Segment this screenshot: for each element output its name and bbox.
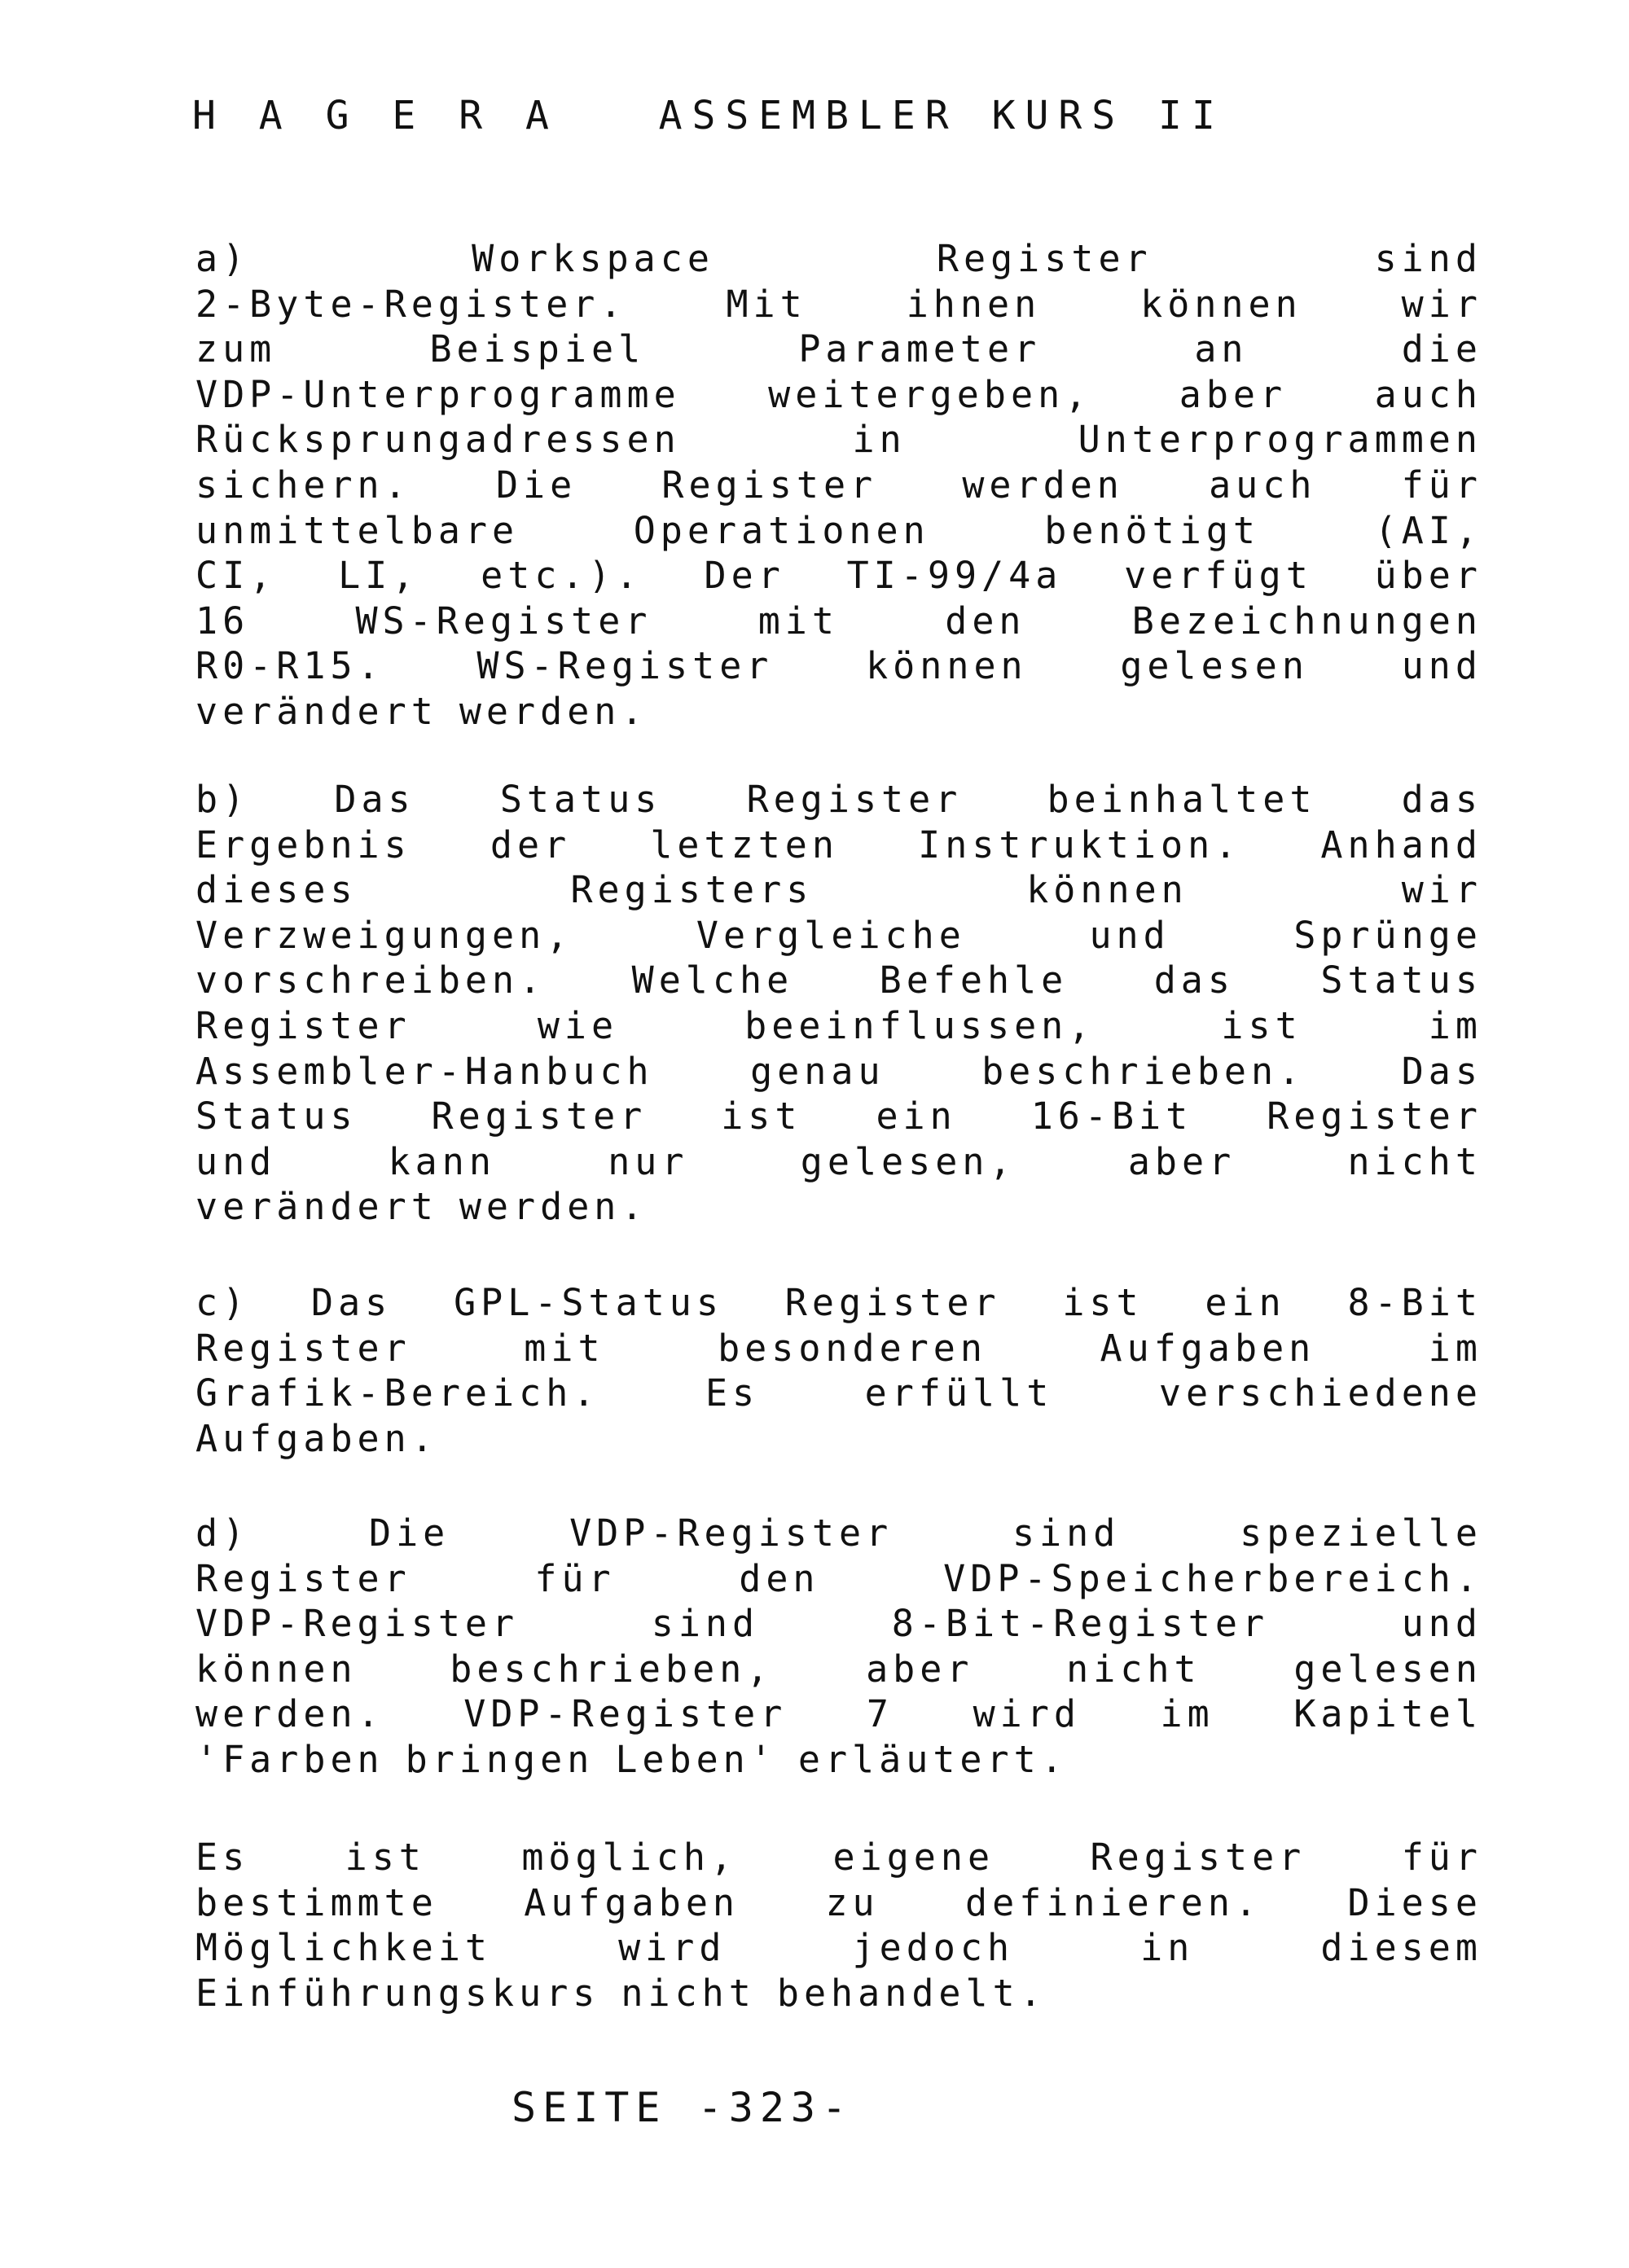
word: 16-Bit <box>1030 1095 1193 1138</box>
word: verfügt <box>1124 554 1313 598</box>
word: Aufgaben <box>1100 1326 1316 1370</box>
word: ist <box>1062 1281 1144 1324</box>
text-line <box>195 1416 1482 1462</box>
word: d) <box>195 1511 250 1555</box>
word: gelesen, <box>800 1139 1016 1183</box>
word: ist <box>721 1095 802 1138</box>
word: Register <box>1090 1836 1306 1879</box>
word: wir <box>1401 282 1482 326</box>
word: Operationen <box>633 508 930 552</box>
word: zu <box>825 1880 880 1924</box>
word: Der <box>704 554 785 598</box>
word: Register <box>746 778 963 821</box>
word: Es <box>195 1836 250 1879</box>
word: Aufgaben. <box>195 1416 438 1460</box>
text-line <box>195 1371 1482 1416</box>
word: auch <box>1209 463 1317 507</box>
word: a) <box>195 237 250 280</box>
word: gelesen <box>1293 1647 1482 1691</box>
word: b) <box>195 778 250 821</box>
text-line <box>195 823 1482 868</box>
text-line <box>195 1003 1482 1049</box>
word: Register <box>431 1095 648 1138</box>
word: mit <box>757 599 839 643</box>
word: Das <box>1401 1049 1482 1093</box>
word: R0-R15. <box>195 644 384 688</box>
word: Das <box>334 778 415 821</box>
text-line <box>195 1691 1482 1737</box>
word: WS-Register <box>355 599 652 643</box>
text-line <box>195 1556 1482 1602</box>
word: den <box>739 1556 820 1600</box>
text-line <box>195 1925 1482 1971</box>
word: (AI, <box>1374 508 1482 552</box>
word: Beispiel <box>429 327 646 371</box>
word: 7 <box>866 1692 894 1736</box>
word: die <box>1401 327 1482 371</box>
word: Welche <box>631 959 794 1002</box>
word: WS-Register <box>476 644 774 688</box>
text-line <box>195 599 1482 644</box>
word: diesem <box>1320 1926 1482 1970</box>
word: nur <box>608 1139 689 1183</box>
word: CI, <box>195 554 277 598</box>
word: besonderen <box>718 1326 987 1370</box>
word: Möglichkeit <box>195 1926 493 1970</box>
word: Vergleiche <box>696 913 966 957</box>
word: spezielle <box>1240 1511 1482 1555</box>
word: und <box>195 1139 277 1183</box>
word: im <box>1428 1003 1482 1047</box>
word: wir <box>1401 868 1482 912</box>
word: beschrieben, <box>450 1647 774 1691</box>
word: erläutert. <box>797 1737 1068 1781</box>
text-line <box>195 1326 1482 1371</box>
word: Status <box>499 778 662 821</box>
word: letzten <box>650 823 839 866</box>
word: im <box>1428 1326 1482 1370</box>
text-line <box>195 553 1482 599</box>
word: aber <box>1179 372 1288 416</box>
word: VDP-Register <box>569 1511 894 1555</box>
word: Register <box>936 237 1153 280</box>
word: das <box>1153 959 1235 1002</box>
word: Register <box>784 1281 1001 1324</box>
word: Status <box>195 1095 358 1138</box>
text-line <box>195 463 1482 508</box>
word: und <box>1089 913 1170 957</box>
word: beeinflussen, <box>744 1003 1096 1047</box>
word: ihnen <box>906 282 1042 326</box>
word: Instruktion. <box>918 823 1242 866</box>
text-line <box>195 236 1482 282</box>
word: Ergebnis <box>195 823 411 866</box>
word: nicht <box>621 1971 756 2015</box>
word: sind <box>1012 1511 1121 1555</box>
text-line <box>195 958 1482 1003</box>
word: werden. <box>459 1185 648 1229</box>
word: Einführungskurs <box>195 1971 600 2015</box>
word: Parameter <box>798 327 1042 371</box>
text-line <box>195 372 1482 418</box>
text-line <box>195 282 1482 327</box>
text-line <box>195 1835 1482 1880</box>
word: im <box>1160 1692 1214 1736</box>
word: TI-99/4a <box>846 554 1063 598</box>
word: VDP-Register <box>463 1692 788 1736</box>
word: Die <box>495 463 577 507</box>
word: werden. <box>459 689 648 733</box>
word: eigene <box>832 1836 995 1879</box>
word: Es <box>705 1371 760 1415</box>
word: nicht <box>1347 1139 1482 1183</box>
word: auch <box>1374 372 1482 416</box>
word: Register <box>195 1556 411 1600</box>
word: 'Farben <box>195 1737 384 1781</box>
word: verändert <box>195 689 438 733</box>
word: können <box>866 644 1028 688</box>
word: Registers <box>570 868 814 912</box>
word: zum <box>195 327 277 371</box>
word: Kapitel <box>1293 1692 1482 1736</box>
word: etc.). <box>481 554 643 598</box>
text-line <box>195 1971 1482 2016</box>
word: werden <box>962 463 1124 507</box>
word: Status <box>1320 959 1482 1002</box>
word: Aufgaben <box>524 1880 740 1924</box>
word: bestimmte <box>195 1880 438 1924</box>
word: Register <box>195 1003 411 1047</box>
word: 8-Bit-Register <box>891 1602 1270 1646</box>
word: kann <box>388 1139 496 1183</box>
word: beschrieben. <box>981 1049 1306 1093</box>
word: c) <box>195 1281 250 1324</box>
word: der <box>490 823 572 866</box>
word: VDP-Speicherbereich. <box>943 1556 1482 1600</box>
word: das <box>1401 778 1482 821</box>
word: Bezeichnungen <box>1131 599 1482 643</box>
word: werden. <box>195 1692 384 1736</box>
paragraph-status-register <box>195 777 1482 1230</box>
word: können <box>195 1647 358 1691</box>
word: bringen <box>405 1737 595 1781</box>
word: möglich, <box>521 1836 738 1879</box>
word: definieren. <box>965 1880 1262 1924</box>
text-line <box>195 508 1482 554</box>
word: in <box>1140 1926 1195 1970</box>
word: nicht <box>1066 1647 1201 1691</box>
word: genau <box>750 1049 885 1093</box>
word: aber <box>866 1647 974 1691</box>
word: und <box>1401 644 1482 688</box>
word: Register <box>1267 1095 1482 1138</box>
word: Diese <box>1347 1880 1482 1924</box>
word: über <box>1374 554 1482 598</box>
word: wie <box>537 1003 619 1047</box>
word: Unterprogrammen <box>1078 418 1482 462</box>
word: weitergeben, <box>768 372 1092 416</box>
word: 8-Bit <box>1347 1281 1482 1324</box>
word: ist <box>345 1836 426 1879</box>
word: sichern. <box>195 463 411 507</box>
word: unmittelbare <box>195 508 520 552</box>
word: Assembler-Hanbuch <box>195 1049 654 1093</box>
word: für <box>534 1556 616 1600</box>
text-line <box>195 913 1482 959</box>
word: erfüllt <box>864 1371 1054 1415</box>
text-line <box>195 1280 1482 1326</box>
word: ist <box>1221 1003 1302 1047</box>
word: Workspace <box>472 237 714 280</box>
word: für <box>1401 463 1482 507</box>
word: VDP-Unterprogramme <box>195 372 681 416</box>
word: Sprünge <box>1293 913 1482 957</box>
word: gelesen <box>1120 644 1309 688</box>
text-line <box>195 1511 1482 1556</box>
word: können <box>1026 868 1188 912</box>
word: sind <box>651 1602 760 1646</box>
word: 2-Byte-Register. <box>195 282 627 326</box>
word: jedoch <box>852 1926 1015 1970</box>
word: Register <box>661 463 878 507</box>
text-line <box>195 1049 1482 1095</box>
text-line <box>195 1094 1482 1139</box>
text-line <box>195 1880 1482 1926</box>
word: 16 <box>195 599 250 643</box>
word: LI, <box>338 554 419 598</box>
text-line <box>195 777 1482 823</box>
page-number: SEITE -323- <box>512 2084 854 2131</box>
word: aber <box>1127 1139 1236 1183</box>
text-line <box>195 867 1482 913</box>
word: ein <box>1205 1281 1286 1324</box>
word: Register <box>195 1326 411 1370</box>
word: in <box>852 418 907 462</box>
word: behandelt. <box>776 1971 1047 2015</box>
word: wird <box>973 1692 1081 1736</box>
text-line <box>195 1601 1482 1647</box>
word: den <box>945 599 1026 643</box>
document-header: H A G E R A ASSEMBLER KURS II <box>192 93 1225 138</box>
word: mit <box>524 1326 605 1370</box>
word: an <box>1194 327 1249 371</box>
word: beinhaltet <box>1047 778 1317 821</box>
text-line <box>195 689 1482 735</box>
text-line <box>195 1737 1482 1783</box>
word: Grafik-Bereich. <box>195 1371 600 1415</box>
paragraph-workspace-registers <box>195 236 1482 735</box>
word: Mit <box>726 282 807 326</box>
word: Rücksprungadressen <box>195 418 681 462</box>
word: Verzweigungen, <box>195 913 573 957</box>
word: wird <box>618 1926 727 1970</box>
word: vorschreiben. <box>195 959 547 1002</box>
word: Befehle <box>879 959 1069 1002</box>
word: ein <box>876 1095 957 1138</box>
text-line <box>195 643 1482 689</box>
word: können <box>1140 282 1302 326</box>
word: dieses <box>195 868 358 912</box>
word: Die <box>368 1511 450 1555</box>
word: für <box>1401 1836 1482 1879</box>
word: verändert <box>195 1185 438 1229</box>
text-line <box>195 1184 1482 1230</box>
word: VDP-Register <box>195 1602 520 1646</box>
text-line <box>195 1647 1482 1692</box>
paragraph-custom-registers <box>195 1835 1482 2016</box>
word: und <box>1401 1602 1482 1646</box>
word: sind <box>1374 237 1482 280</box>
word: verschiedene <box>1158 1371 1482 1415</box>
word: GPL-Status <box>454 1281 723 1324</box>
text-line <box>195 417 1482 463</box>
paragraph-vdp-registers <box>195 1511 1482 1783</box>
word: Das <box>310 1281 393 1324</box>
paragraph-gpl-status-register <box>195 1280 1482 1461</box>
word: benötigt <box>1044 508 1261 552</box>
word: Anhand <box>1320 823 1482 866</box>
text-line <box>195 1139 1482 1185</box>
word: Leben' <box>615 1737 777 1781</box>
text-line <box>195 327 1482 372</box>
